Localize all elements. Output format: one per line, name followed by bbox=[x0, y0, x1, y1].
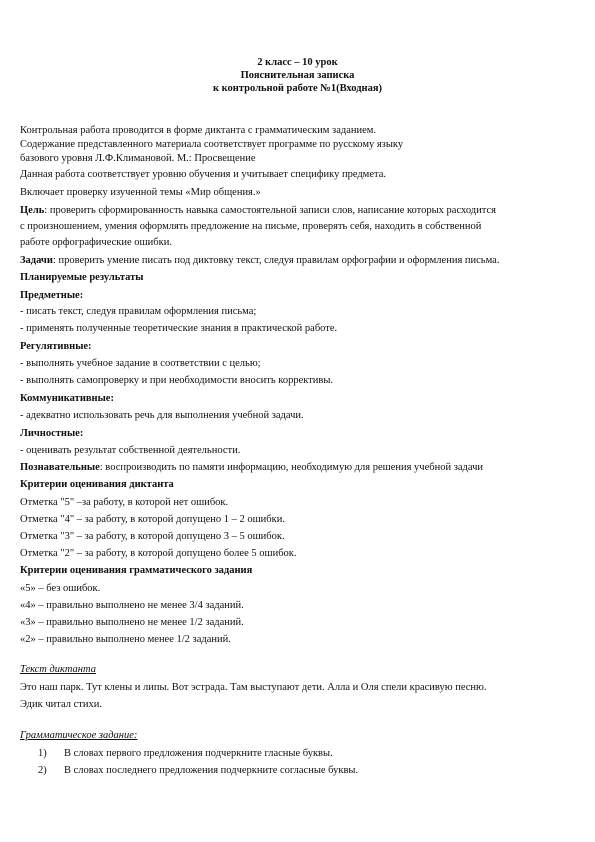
list-item: - адекватно использовать речь для выполнения учебной задачи. bbox=[20, 410, 304, 421]
header-subtitle: к контрольной работе №1(Входная) bbox=[212, 83, 383, 94]
dictation-text-line: Эдик читал стихи. bbox=[20, 699, 102, 710]
goal-line bbox=[20, 204, 575, 217]
cognitive-line bbox=[20, 461, 575, 474]
intro-line: базового уровня Л.Ф.Климановой. М.: Просвещение bbox=[20, 153, 256, 164]
list-item: - писать текст, следуя правилам оформления письма; bbox=[20, 306, 257, 317]
criteria-item: «3» – правильно выполнено не менее 1/2 заданий. bbox=[20, 617, 244, 628]
list-item: - оценивать результат собственной деятельности. bbox=[20, 445, 241, 456]
goal-label: Цель bbox=[20, 205, 45, 216]
dictation-text-line: Это наш парк. Тут клены и липы. Вот эстрада. Там выступают дети. Алла и Оля спели красивую песню. bbox=[20, 682, 487, 693]
list-item: - применять полученные теоретические знания в практической работе. bbox=[20, 323, 338, 334]
cognitive-text: : воспроизводить по памяти информацию, необходимую для решения учебной задачи bbox=[99, 462, 483, 473]
grammar-task-item bbox=[20, 764, 575, 777]
results-heading: Планируемые результаты bbox=[20, 272, 144, 283]
item-text: В словах последнего предложения подчеркните согласные буквы. bbox=[64, 765, 359, 776]
grammar-task-item bbox=[20, 747, 575, 760]
criteria-item: Отметка "4" – за работу, в которой допущено 1 – 2 ошибки. bbox=[20, 514, 285, 525]
intro-line: Включает проверку изученной темы «Мир общения.» bbox=[20, 187, 261, 198]
intro-line: Данная работа соответствует уровню обучения и учитывает специфику предмета. bbox=[20, 169, 386, 180]
tasks-text: : проверить умение писать под диктовку текст, следуя правилам орфографии и оформления письма. bbox=[52, 255, 500, 266]
goal-text: : проверить сформированность навыка самостоятельной записи слов, написание которых расходится bbox=[44, 205, 496, 216]
tasks-label: Задачи bbox=[20, 255, 53, 266]
list-item: - выполнять учебное задание в соответствии с целью; bbox=[20, 358, 261, 369]
goal-line: с произношением, умения оформлять предложение на письме, проверять себя, находить в собственной bbox=[20, 221, 482, 232]
communicative-heading: Коммуникативные: bbox=[20, 393, 114, 404]
dictation-criteria-heading: Критерии оценивания диктанта bbox=[20, 479, 174, 490]
item-text: В словах первого предложения подчеркните гласные буквы. bbox=[64, 748, 333, 759]
header-lesson: 2 класс – 10 урок bbox=[257, 57, 338, 68]
document-header bbox=[0, 56, 595, 95]
regulatory-heading: Регулятивные: bbox=[20, 341, 92, 352]
grammar-criteria-heading: Критерии оценивания грамматического задания bbox=[20, 565, 253, 576]
header-title: Пояснительная записка bbox=[240, 70, 355, 81]
list-item: - выполнять самопроверку и при необходимости вносить коррективы. bbox=[20, 375, 334, 386]
intro-line: Содержание представленного материала соответствует программе по русскому языку bbox=[20, 139, 404, 150]
tasks-line bbox=[20, 254, 575, 267]
item-number: 2) bbox=[38, 765, 47, 776]
subject-heading: Предметные: bbox=[20, 290, 84, 301]
grammar-task-heading: Грамматическое задание: bbox=[20, 730, 138, 741]
criteria-item: «2» – правильно выполнено менее 1/2 заданий. bbox=[20, 634, 231, 645]
criteria-item: «4» – правильно выполнено не менее 3/4 заданий. bbox=[20, 600, 244, 611]
personal-heading: Личностные: bbox=[20, 428, 84, 439]
criteria-item: Отметка "3" – за работу, в которой допущено 3 – 5 ошибок. bbox=[20, 531, 285, 542]
criteria-item: «5» – без ошибок. bbox=[20, 583, 101, 594]
criteria-item: Отметка "2" – за работу, в которой допущено более 5 ошибок. bbox=[20, 548, 297, 559]
criteria-item: Отметка "5" –за работу, в которой нет ошибок. bbox=[20, 497, 229, 508]
goal-line: работе орфографические ошибки. bbox=[20, 237, 172, 248]
item-number: 1) bbox=[38, 748, 47, 759]
dictation-text-heading: Текст диктанта bbox=[20, 664, 96, 675]
intro-line: Контрольная работа проводится в форме диктанта с грамматическим заданием. bbox=[20, 125, 377, 136]
cognitive-label: Познавательные bbox=[20, 462, 100, 473]
